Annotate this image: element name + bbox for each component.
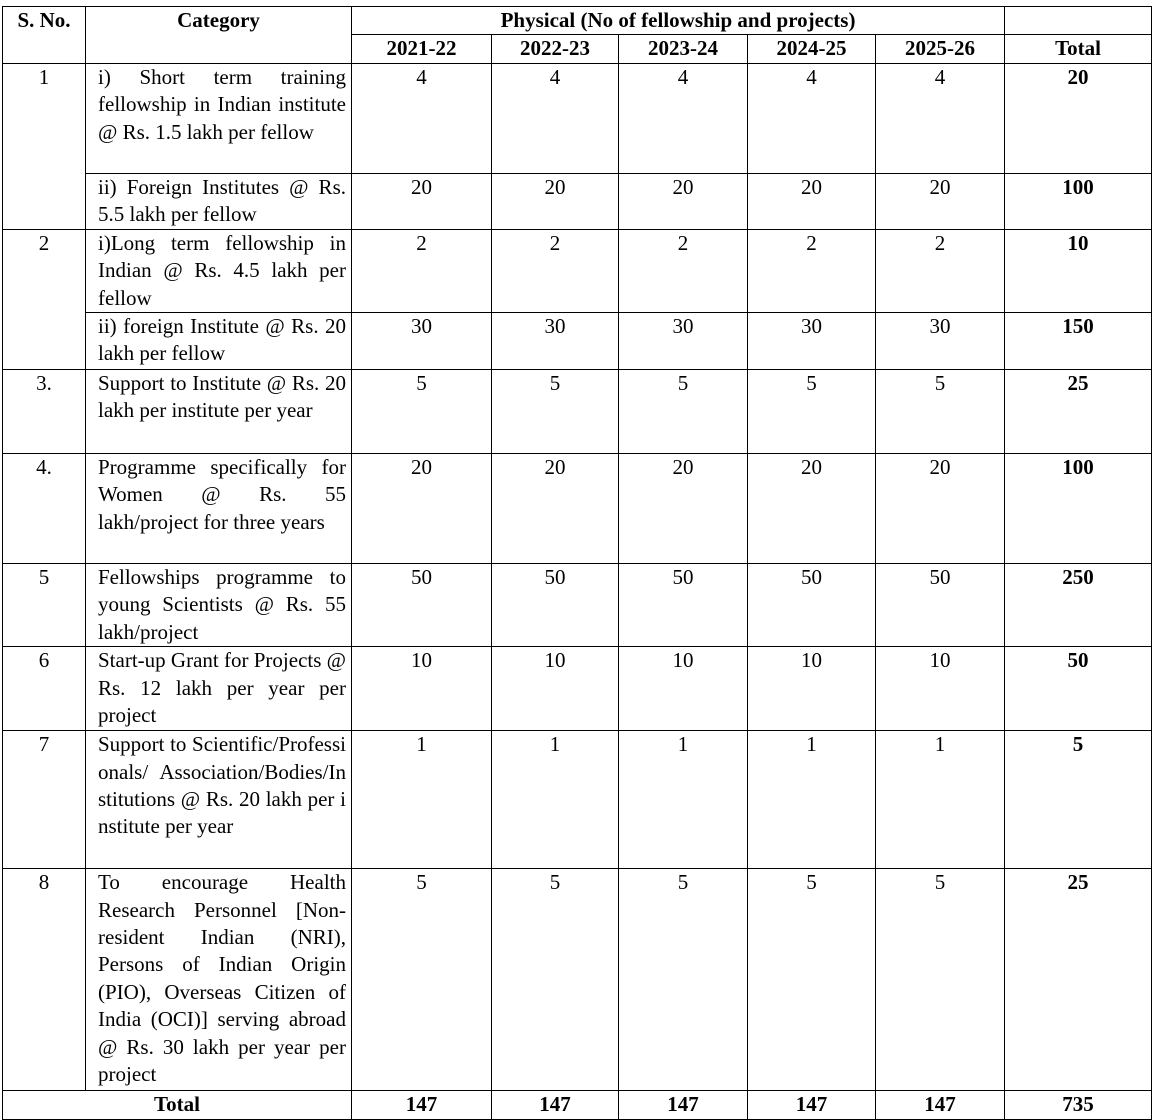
row-value: 20: [876, 173, 1005, 229]
table-row: [3, 63, 1152, 173]
table-row: [3, 647, 1152, 731]
row-total: 100: [1005, 454, 1152, 564]
row-value: 1: [748, 731, 876, 869]
row-value: 1: [619, 731, 748, 869]
table-row: [3, 313, 1152, 370]
row-category: To encourage Health Research Personnel [Non-resident Indian (NRI), Persons of Indian Origin (PIO), Overseas Citizen of India (OCI)] serving abroad @ Rs. 30 lakh per year per project: [86, 869, 352, 1091]
header-year: 2025-26: [876, 35, 1005, 63]
row-value: 20: [352, 454, 492, 564]
row-sno: 3.: [3, 370, 86, 454]
row-sno: 2: [3, 229, 86, 369]
row-value: 1: [352, 731, 492, 869]
row-value: 5: [492, 370, 619, 454]
row-value: 5: [876, 869, 1005, 1091]
header-year: 2023-24: [619, 35, 748, 63]
row-value: 5: [876, 370, 1005, 454]
row-value: 5: [619, 370, 748, 454]
table-row: [3, 731, 1152, 869]
row-value: 5: [352, 370, 492, 454]
row-value: 20: [619, 454, 748, 564]
row-value: 30: [619, 313, 748, 370]
header-row-1: [3, 7, 1152, 35]
row-category: i)Long term fellowship in Indian @ Rs. 4.5 lakh per fellow: [86, 229, 352, 312]
total-row: [3, 1091, 1152, 1119]
fellowship-table: [2, 6, 1152, 1120]
row-category: ii) Foreign Institutes @ Rs. 5.5 lakh per fellow: [86, 173, 352, 229]
row-value: 2: [748, 229, 876, 312]
total-value: 147: [876, 1091, 1005, 1119]
row-value: 10: [352, 647, 492, 731]
row-category: Fellowships programme to young Scientists @ Rs. 55 lakh/project: [86, 564, 352, 647]
row-value: 5: [619, 869, 748, 1091]
table-row: [3, 564, 1152, 647]
row-value: 2: [619, 229, 748, 312]
header-year: 2024-25: [748, 35, 876, 63]
row-value: 20: [619, 173, 748, 229]
row-category: Support to Scientific/Professionals/ Association/Bodies/Institutions @ Rs. 20 lakh per institute per year: [86, 731, 352, 869]
row-category: Programme specifically for Women @ Rs. 55 lakh/project for three years: [86, 454, 352, 564]
row-value: 10: [748, 647, 876, 731]
total-value: 147: [352, 1091, 492, 1119]
header-empty: [1005, 7, 1152, 35]
row-sno: 6: [3, 647, 86, 731]
row-sno: 5: [3, 564, 86, 647]
row-sno: 8: [3, 869, 86, 1091]
row-value: 4: [352, 63, 492, 173]
row-value: 50: [492, 564, 619, 647]
total-value: 147: [748, 1091, 876, 1119]
total-value: 147: [492, 1091, 619, 1119]
row-value: 50: [876, 564, 1005, 647]
grand-total: 735: [1005, 1091, 1152, 1119]
row-total: 20: [1005, 63, 1152, 173]
table-row: [3, 173, 1152, 229]
row-total: 25: [1005, 370, 1152, 454]
row-value: 20: [876, 454, 1005, 564]
row-value: 4: [492, 63, 619, 173]
row-value: 10: [492, 647, 619, 731]
row-category: ii) foreign Institute @ Rs. 20 lakh per fellow: [86, 313, 352, 370]
row-sno: 1: [3, 63, 86, 229]
row-sno: 4.: [3, 454, 86, 564]
row-sno: 7: [3, 731, 86, 869]
row-total: 250: [1005, 564, 1152, 647]
row-value: 2: [352, 229, 492, 312]
row-value: 5: [492, 869, 619, 1091]
row-value: 30: [352, 313, 492, 370]
row-total: 100: [1005, 173, 1152, 229]
header-physical: Physical (No of fellowship and projects): [352, 7, 1005, 35]
row-value: 5: [748, 370, 876, 454]
row-value: 20: [748, 173, 876, 229]
header-sno: S. No.: [3, 7, 86, 64]
row-value: 30: [876, 313, 1005, 370]
row-value: 30: [492, 313, 619, 370]
row-value: 50: [619, 564, 748, 647]
row-value: 4: [876, 63, 1005, 173]
total-label: Total: [3, 1091, 352, 1119]
row-category: Support to Institute @ Rs. 20 lakh per institute per year: [86, 370, 352, 454]
row-category: i) Short term training fellowship in Indian institute @ Rs. 1.5 lakh per fellow: [86, 63, 352, 173]
row-total: 5: [1005, 731, 1152, 869]
row-value: 5: [748, 869, 876, 1091]
table-row: [3, 454, 1152, 564]
header-total: Total: [1005, 35, 1152, 63]
row-value: 2: [492, 229, 619, 312]
row-total: 10: [1005, 229, 1152, 312]
row-value: 20: [352, 173, 492, 229]
row-value: 1: [492, 731, 619, 869]
row-value: 1: [876, 731, 1005, 869]
row-value: 4: [748, 63, 876, 173]
row-value: 20: [492, 454, 619, 564]
header-category: Category: [86, 7, 352, 64]
row-value: 20: [748, 454, 876, 564]
row-value: 10: [619, 647, 748, 731]
row-category: Start-up Grant for Projects @ Rs. 12 lakh per year per project: [86, 647, 352, 731]
row-value: 5: [352, 869, 492, 1091]
row-total: 150: [1005, 313, 1152, 370]
header-year: 2021-22: [352, 35, 492, 63]
row-value: 20: [492, 173, 619, 229]
row-value: 2: [876, 229, 1005, 312]
row-total: 50: [1005, 647, 1152, 731]
header-year: 2022-23: [492, 35, 619, 63]
table-row: [3, 869, 1152, 1091]
table-row: [3, 229, 1152, 312]
table-row: [3, 370, 1152, 454]
row-value: 50: [352, 564, 492, 647]
row-value: 30: [748, 313, 876, 370]
row-value: 10: [876, 647, 1005, 731]
row-value: 4: [619, 63, 748, 173]
total-value: 147: [619, 1091, 748, 1119]
row-total: 25: [1005, 869, 1152, 1091]
row-value: 50: [748, 564, 876, 647]
